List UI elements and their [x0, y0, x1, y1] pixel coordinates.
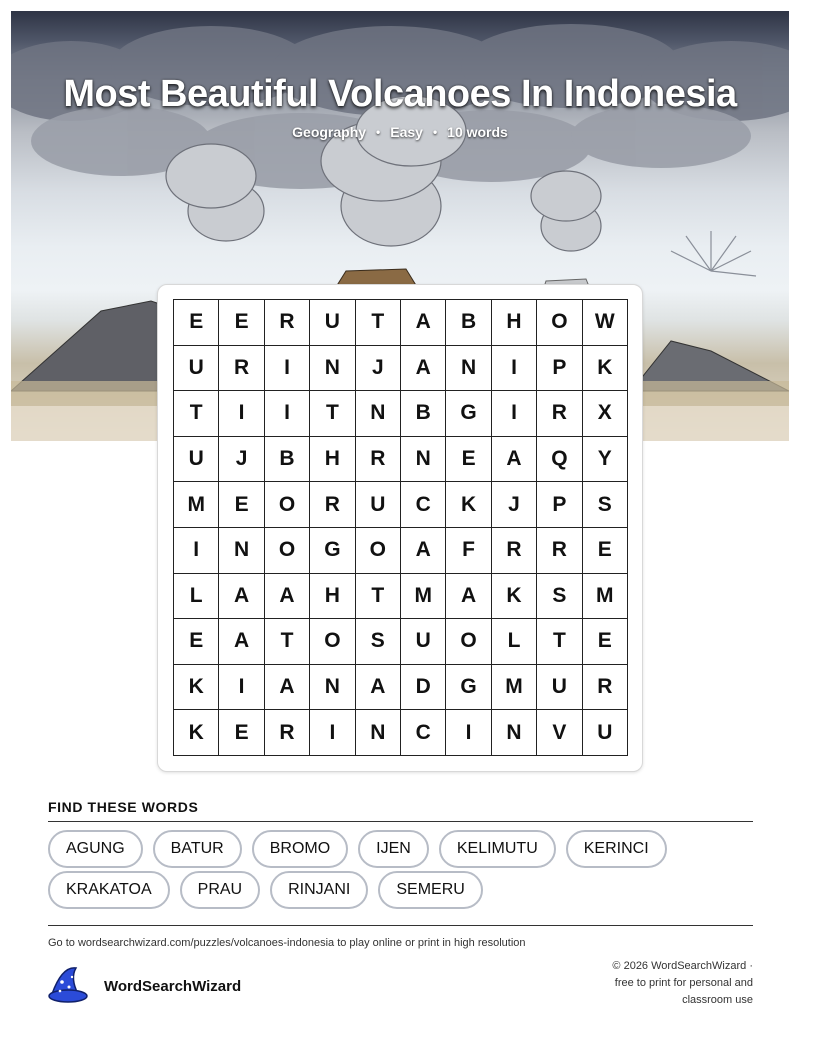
- grid-cell[interactable]: M: [492, 665, 537, 711]
- grid-cell[interactable]: P: [537, 482, 582, 528]
- grid-cell[interactable]: I: [174, 528, 219, 574]
- grid-cell[interactable]: R: [583, 665, 628, 711]
- grid-cell[interactable]: H: [310, 437, 355, 483]
- grid-cell[interactable]: H: [492, 300, 537, 346]
- grid-cell[interactable]: S: [356, 619, 401, 665]
- grid-cell[interactable]: K: [174, 710, 219, 756]
- separator-dot: •: [432, 125, 438, 139]
- grid-cell[interactable]: E: [583, 528, 628, 574]
- grid-cell[interactable]: J: [356, 346, 401, 392]
- grid-cell[interactable]: E: [219, 300, 264, 346]
- grid-cell[interactable]: R: [265, 300, 310, 346]
- grid-cell[interactable]: D: [401, 665, 446, 711]
- grid-cell[interactable]: S: [583, 482, 628, 528]
- grid-cell[interactable]: I: [492, 346, 537, 392]
- word-pill: RINJANI: [270, 871, 368, 909]
- grid-cell[interactable]: I: [310, 710, 355, 756]
- grid-cell[interactable]: A: [356, 665, 401, 711]
- grid-cell[interactable]: H: [310, 574, 355, 620]
- grid-cell[interactable]: I: [492, 391, 537, 437]
- grid-cell[interactable]: B: [401, 391, 446, 437]
- grid-cell[interactable]: V: [537, 710, 582, 756]
- grid-cell[interactable]: A: [446, 574, 491, 620]
- grid-cell[interactable]: T: [174, 391, 219, 437]
- grid-cell[interactable]: T: [356, 300, 401, 346]
- footer-divider: [48, 925, 753, 926]
- grid-cell[interactable]: T: [265, 619, 310, 665]
- grid-cell[interactable]: N: [446, 346, 491, 392]
- grid-cell[interactable]: E: [583, 619, 628, 665]
- grid-cell[interactable]: O: [265, 528, 310, 574]
- word-pill: KRAKATOA: [48, 871, 170, 909]
- grid-cell[interactable]: R: [537, 391, 582, 437]
- puzzle-card: [157, 284, 643, 772]
- word-list-heading: FIND THESE WORDS: [48, 799, 753, 822]
- brand-name: WordSearchWizard: [104, 978, 242, 995]
- grid-cell[interactable]: C: [401, 482, 446, 528]
- letter-grid: [173, 299, 628, 756]
- grid-cell[interactable]: T: [537, 619, 582, 665]
- grid-cell[interactable]: N: [492, 710, 537, 756]
- grid-cell[interactable]: U: [401, 619, 446, 665]
- grid-cell[interactable]: B: [265, 437, 310, 483]
- word-pill: IJEN: [358, 830, 429, 868]
- grid-cell[interactable]: O: [537, 300, 582, 346]
- grid-cell[interactable]: I: [219, 665, 264, 711]
- grid-cell[interactable]: E: [446, 437, 491, 483]
- word-pill: BATUR: [153, 830, 242, 868]
- grid-cell[interactable]: R: [356, 437, 401, 483]
- grid-cell[interactable]: N: [356, 391, 401, 437]
- difficulty-label: Easy: [390, 124, 423, 140]
- puzzle-meta: [11, 124, 789, 140]
- grid-cell[interactable]: O: [356, 528, 401, 574]
- grid-cell[interactable]: I: [265, 391, 310, 437]
- word-pill: KERINCI: [566, 830, 667, 868]
- grid-cell[interactable]: N: [401, 437, 446, 483]
- grid-cell[interactable]: Q: [537, 437, 582, 483]
- footer-link-text: Go to wordsearchwizard.com/puzzles/volcanoes-indonesia to play online or print in high resolution: [48, 937, 526, 949]
- grid-cell[interactable]: L: [174, 574, 219, 620]
- grid-cell[interactable]: U: [174, 346, 219, 392]
- grid-cell[interactable]: U: [537, 665, 582, 711]
- grid-cell[interactable]: K: [174, 665, 219, 711]
- grid-cell[interactable]: X: [583, 391, 628, 437]
- grid-cell[interactable]: J: [219, 437, 264, 483]
- grid-cell[interactable]: K: [492, 574, 537, 620]
- word-pill: AGUNG: [48, 830, 143, 868]
- grid-cell[interactable]: M: [174, 482, 219, 528]
- grid-cell[interactable]: O: [446, 619, 491, 665]
- grid-cell[interactable]: U: [310, 300, 355, 346]
- grid-cell[interactable]: A: [219, 574, 264, 620]
- grid-cell[interactable]: C: [401, 710, 446, 756]
- grid-cell[interactable]: A: [401, 346, 446, 392]
- grid-cell[interactable]: T: [356, 574, 401, 620]
- grid-cell[interactable]: I: [446, 710, 491, 756]
- grid-cell[interactable]: E: [219, 710, 264, 756]
- grid-cell[interactable]: U: [174, 437, 219, 483]
- grid-cell[interactable]: N: [219, 528, 264, 574]
- grid-cell[interactable]: A: [219, 619, 264, 665]
- grid-cell[interactable]: L: [492, 619, 537, 665]
- grid-cell[interactable]: G: [446, 391, 491, 437]
- grid-cell[interactable]: A: [401, 300, 446, 346]
- grid-cell[interactable]: E: [174, 619, 219, 665]
- word-list: [48, 830, 753, 909]
- grid-cell[interactable]: K: [583, 346, 628, 392]
- copyright-line: free to print for personal and: [614, 977, 753, 989]
- category-label: Geography: [292, 124, 367, 140]
- page-title: Most Beautiful Volcanoes In Indonesia: [63, 73, 737, 115]
- grid-cell[interactable]: R: [537, 528, 582, 574]
- grid-cell[interactable]: R: [492, 528, 537, 574]
- grid-cell[interactable]: A: [265, 665, 310, 711]
- grid-cell[interactable]: N: [310, 346, 355, 392]
- grid-cell[interactable]: U: [583, 710, 628, 756]
- word-pill: SEMERU: [378, 871, 482, 909]
- word-pill: BROMO: [252, 830, 348, 868]
- grid-cell[interactable]: O: [265, 482, 310, 528]
- grid-cell[interactable]: K: [446, 482, 491, 528]
- grid-cell[interactable]: I: [265, 346, 310, 392]
- grid-cell[interactable]: W: [583, 300, 628, 346]
- grid-cell[interactable]: G: [310, 528, 355, 574]
- grid-cell[interactable]: M: [583, 574, 628, 620]
- grid-cell[interactable]: T: [310, 391, 355, 437]
- copyright-line: classroom use: [682, 994, 753, 1006]
- grid-cell[interactable]: R: [310, 482, 355, 528]
- grid-cell[interactable]: A: [492, 437, 537, 483]
- copyright-line: © 2026 WordSearchWizard ·: [612, 960, 753, 972]
- grid-cell[interactable]: N: [310, 665, 355, 711]
- grid-cell[interactable]: P: [537, 346, 582, 392]
- grid-cell[interactable]: E: [219, 482, 264, 528]
- grid-cell[interactable]: F: [446, 528, 491, 574]
- grid-cell[interactable]: Y: [583, 437, 628, 483]
- grid-cell[interactable]: R: [265, 710, 310, 756]
- grid-cell[interactable]: A: [265, 574, 310, 620]
- grid-cell[interactable]: B: [446, 300, 491, 346]
- grid-cell[interactable]: J: [492, 482, 537, 528]
- separator-dot: •: [376, 125, 381, 139]
- grid-cell[interactable]: O: [310, 619, 355, 665]
- grid-cell[interactable]: U: [356, 482, 401, 528]
- brand: [48, 964, 241, 1009]
- grid-cell[interactable]: G: [446, 665, 491, 711]
- wizard-hat-icon: [48, 964, 92, 1009]
- word-pill: KELIMUTU: [439, 830, 556, 868]
- copyright-notice: [583, 958, 753, 1009]
- grid-cell[interactable]: R: [219, 346, 264, 392]
- grid-cell[interactable]: M: [401, 574, 446, 620]
- word-count-label: 10 words: [447, 124, 508, 140]
- grid-cell[interactable]: I: [219, 391, 264, 437]
- grid-cell[interactable]: A: [401, 528, 446, 574]
- word-pill: PRAU: [180, 871, 260, 909]
- grid-cell[interactable]: S: [537, 574, 582, 620]
- grid-cell[interactable]: E: [174, 300, 219, 346]
- grid-cell[interactable]: N: [356, 710, 401, 756]
